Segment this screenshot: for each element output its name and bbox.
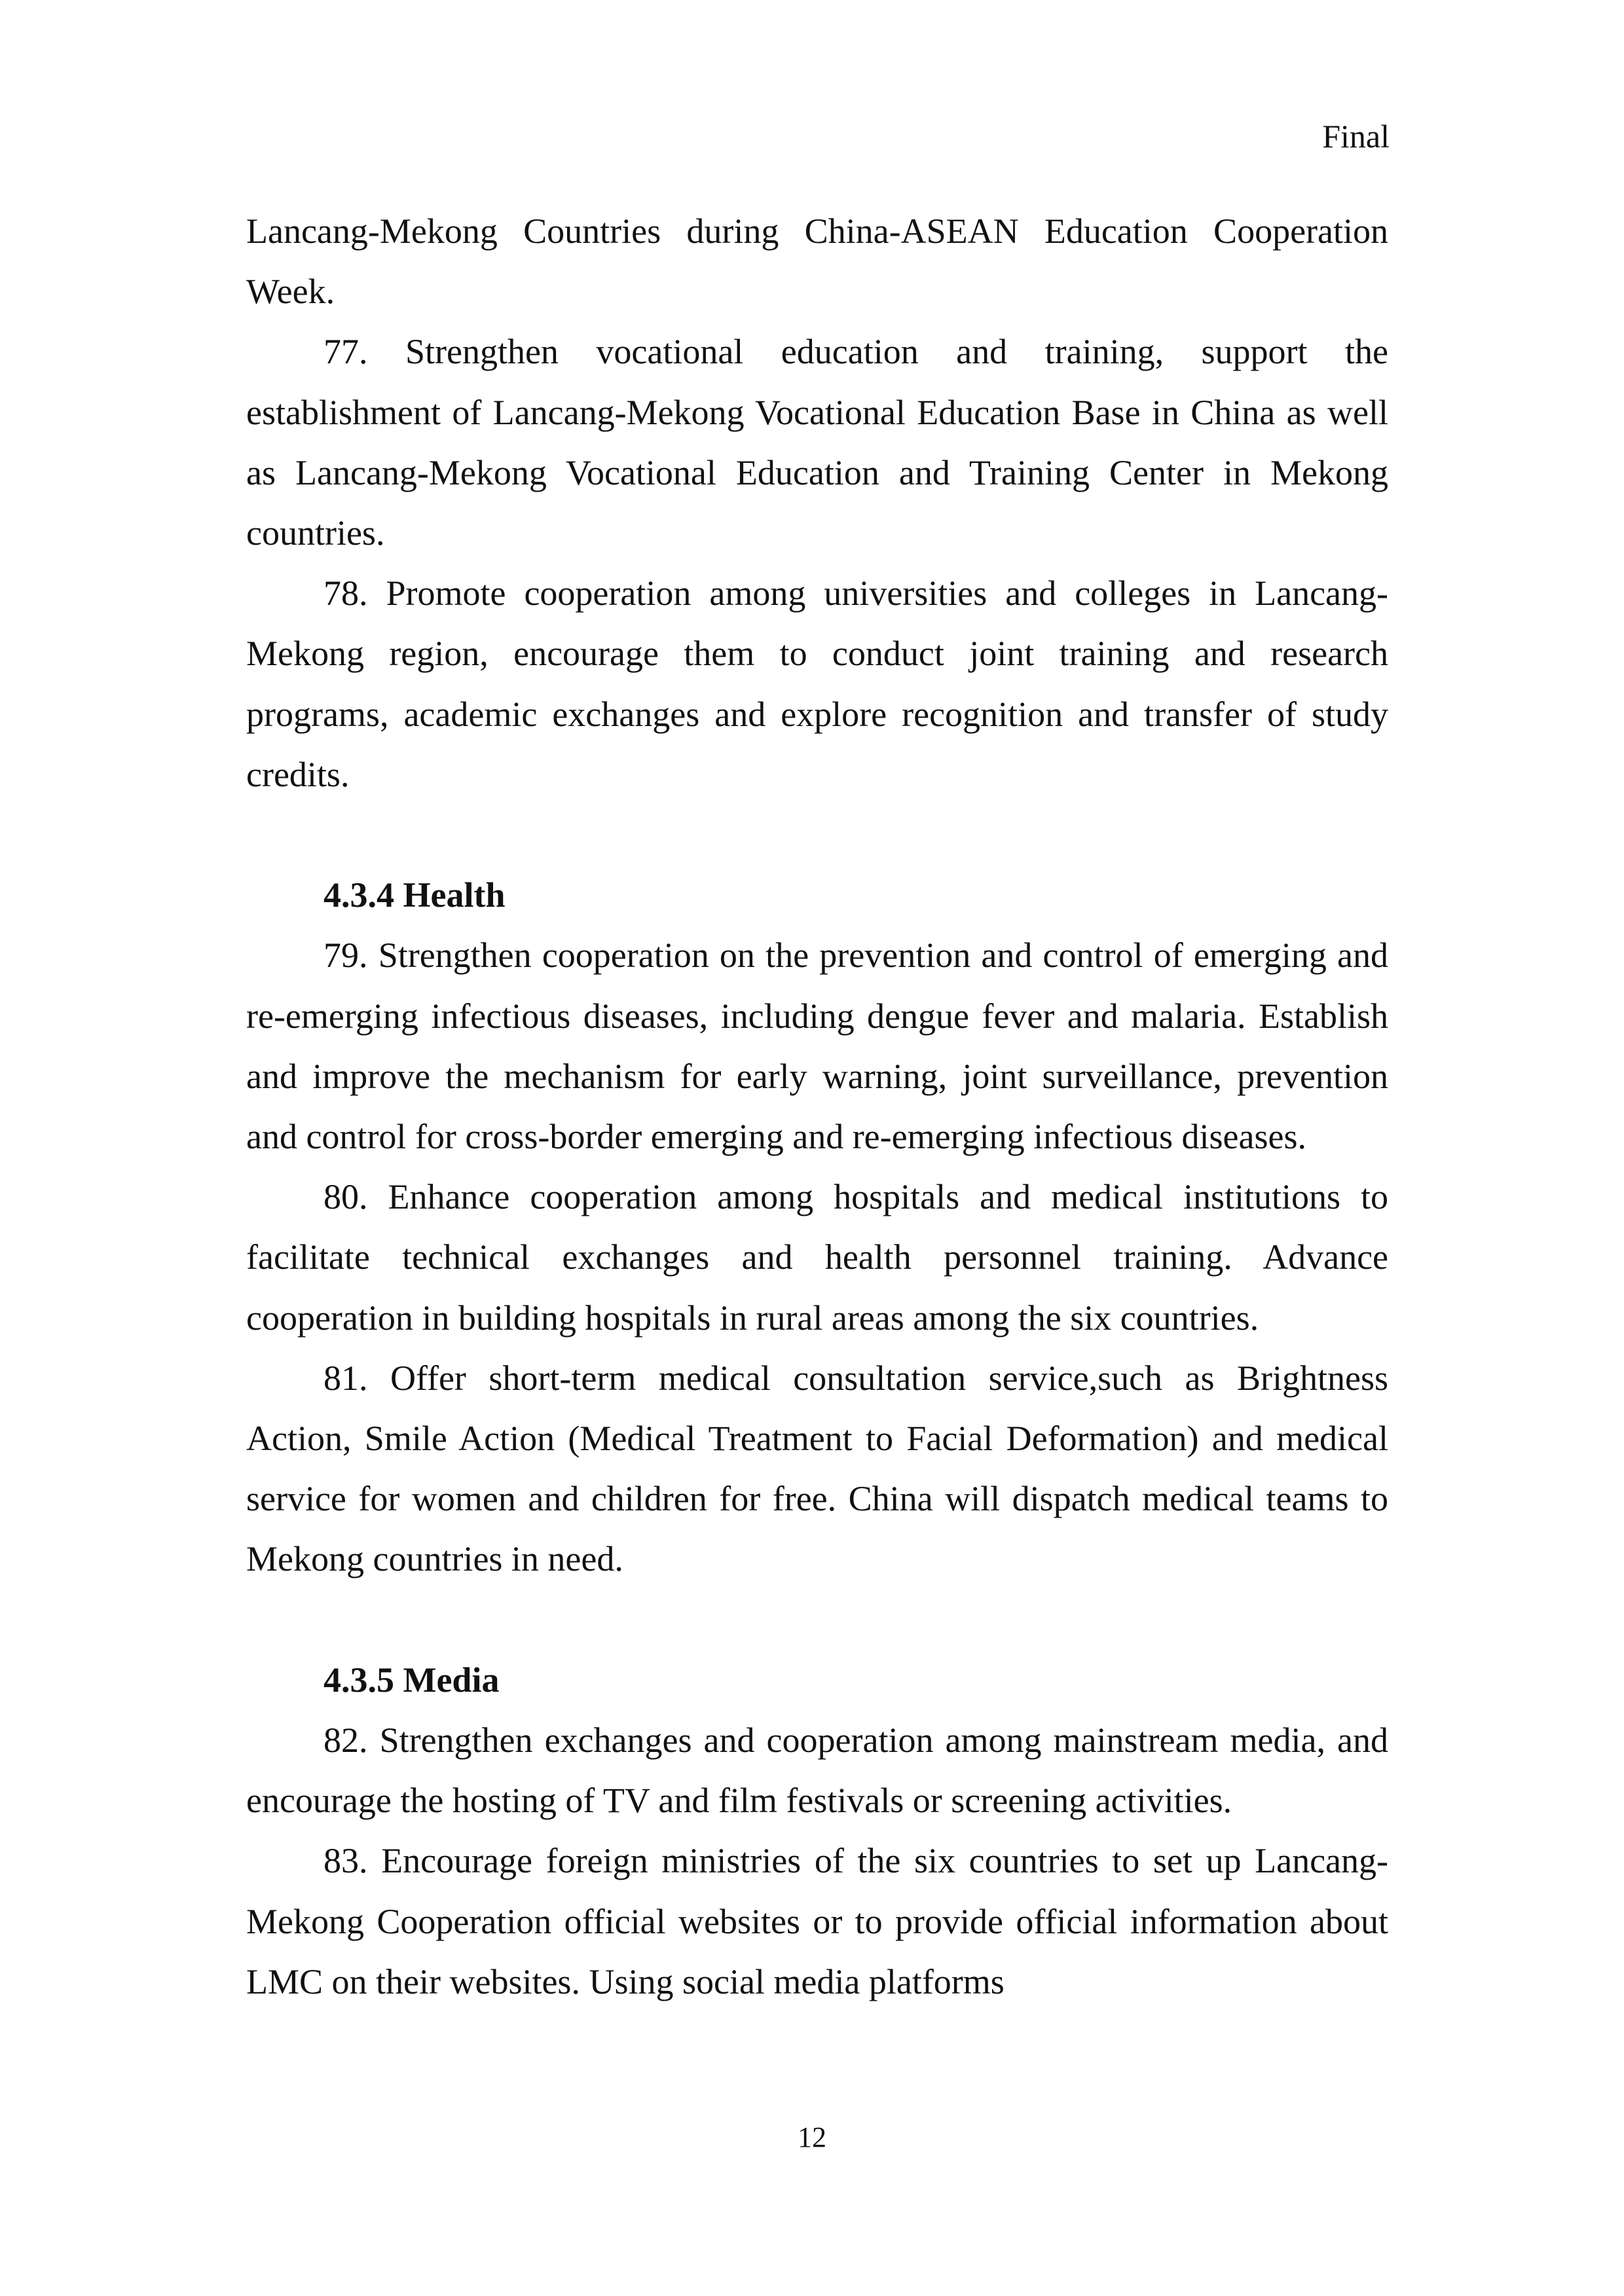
document-status-label: Final	[1322, 118, 1390, 155]
paragraph-item-81: 81. Offer short-term medical consultation service,such as Brightness Action, Smile Action (Medical Treatment to Facial Deformation) and medical service for women and children for free. China will dispatch medical teams to Mekong countries in need.	[246, 1358, 1388, 1579]
paragraph-item-79: 79. Strengthen cooperation on the prevention and control of emerging and re-emerging infectious diseases, including dengue fever and malaria. Establish and improve the mechanism for early warning, joint surveillance, prevention and control for cross-border emerging and re-emerging infectious diseases.	[246, 936, 1388, 1157]
paragraph-item-78: 78. Promote cooperation among universities and colleges in Lancang-Mekong region, encourage them to conduct joint training and research programs, academic exchanges and explore recognition and transfer of study credits.	[246, 574, 1388, 794]
section-heading-health: 4.3.4 Health	[323, 875, 506, 915]
page-number: 12	[798, 2121, 826, 2153]
section-heading-media: 4.3.5 Media	[323, 1660, 500, 1700]
paragraph-continuation: Lancang-Mekong Countries during China-ASEAN Education Cooperation Week.	[246, 211, 1388, 312]
paragraph-item-83: 83. Encourage foreign ministries of the six countries to set up Lancang-Mekong Cooperation official websites or to provide official information about LMC on their websites. Using social media platforms	[246, 1841, 1388, 2001]
section-spacer	[246, 805, 1388, 865]
paragraph-item-77: 77. Strengthen vocational education and training, support the establishment of Lancang-Mekong Vocational Education Base in China as well as Lancang-Mekong Vocational Education and Training Center in Mekong countries.	[246, 332, 1388, 553]
paragraph-item-82: 82. Strengthen exchanges and cooperation among mainstream media, and encourage the hosting of TV and film festivals or screening activities.	[246, 1721, 1388, 1821]
section-spacer	[246, 1590, 1388, 1650]
paragraph-item-80: 80. Enhance cooperation among hospitals and medical institutions to facilitate technical exchanges and health personnel training. Advance cooperation in building hospitals in rural areas among the six countries.	[246, 1177, 1388, 1338]
document-body	[246, 201, 1388, 2012]
